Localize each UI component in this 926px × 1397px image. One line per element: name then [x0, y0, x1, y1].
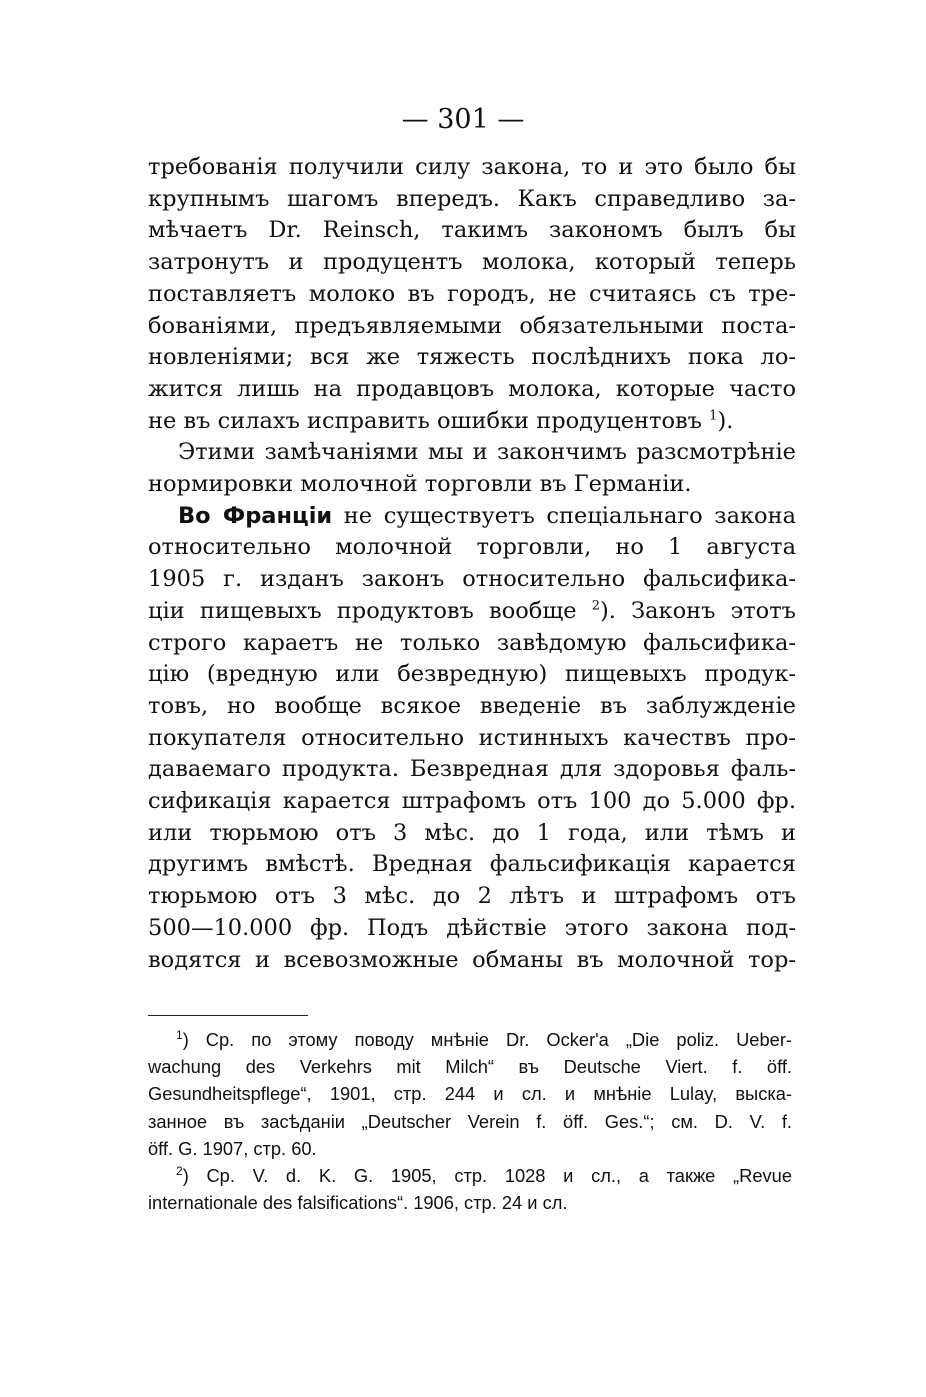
text-line: затронутъ и продуцентъ молока, который теперь: [148, 249, 796, 276]
line-text: ціи пищевыхъ продуктовъ вообще: [148, 597, 592, 624]
footnote-ref-2[interactable]: 2: [591, 598, 601, 614]
text-line: покупателя относительно истинныхъ качествъ про-: [148, 724, 796, 751]
text-line: водятся и всевозможные обманы въ молочной тор-: [148, 946, 796, 973]
text-line: другимъ вмѣстѣ. Вредная фальсификація карается: [148, 851, 796, 878]
paragraph-2: [148, 437, 796, 500]
footnote-ref-1[interactable]: 1: [709, 408, 718, 424]
text-line: [148, 406, 796, 438]
text-line: [148, 596, 796, 628]
footnote-marker: 2: [176, 1163, 183, 1178]
paragraph-1: [148, 152, 796, 437]
text-line: [148, 501, 796, 533]
page-number: — 301 —: [401, 104, 525, 135]
footnote-2: [148, 1162, 792, 1216]
text-line: поставляетъ молоко въ городъ, не считаясь съ тре-: [148, 280, 796, 307]
text-line: Этими замѣчаніями мы и закончимъ разсмотрѣніе: [178, 439, 796, 466]
text-line: 500—10.000 фр. Подъ дѣйствіе этого закона под-: [148, 914, 796, 941]
footnote-line: internationale des falsifications“. 1906, стр. 24 и сл.: [148, 1192, 568, 1214]
footnote-line: [148, 1162, 792, 1189]
bold-heading: Во Франціи: [178, 502, 333, 529]
footnote-1: [148, 1026, 792, 1162]
footnote-line: занное въ засѣданіи „Deutscher Verein f. öff. Ges.“; см. D. V. f.: [148, 1110, 792, 1132]
text-line: мѣчаетъ Dr. Reinsch, такимъ закономъ былъ бы: [148, 217, 796, 244]
text-line: нормировки молочной торговли въ Германіи.: [148, 471, 692, 498]
text-line: относительно молочной торговли, но 1 августа: [148, 534, 796, 561]
footnote-marker: 1: [176, 1027, 183, 1042]
text-line: новленіями; вся же тяжесть послѣднихъ пока ло-: [148, 344, 796, 371]
text-line: крупнымъ шагомъ впередъ. Какъ справедливо за-: [148, 185, 796, 212]
main-text: [148, 152, 796, 976]
text-line: 1905 г. изданъ законъ относительно фальсифика-: [148, 566, 796, 593]
text-line: цію (вредную или безвредную) пищевыхъ продук-: [148, 661, 796, 688]
text-line: жится лишь на продавцовъ молока, которые часто: [148, 375, 796, 402]
line-text: ). Законъ этотъ: [600, 597, 796, 624]
footnote-line: Gesundheitspflege“, 1901, стр. 244 и сл. и мнѣніе Lulay, выска-: [148, 1083, 792, 1105]
footnote-line: [148, 1026, 792, 1053]
footnote-line: öff. G. 1907, стр. 60.: [148, 1137, 317, 1159]
footnotes: [148, 1026, 792, 1216]
text-line: сификація карается штрафомъ отъ 100 до 5.000 фр.: [148, 788, 796, 815]
footnote-line: wachung des Verkehrs mit Milch“ въ Deutsche Viert. f. öff.: [148, 1056, 792, 1078]
line-text: не существуетъ спеціальнаго закона: [332, 502, 797, 529]
text-line: или тюрьмою отъ 3 мѣс. до 1 года, или тѣмъ и: [148, 819, 796, 846]
text-line: строго караетъ не только завѣдомую фальсифика-: [148, 629, 796, 656]
line-text: ) Ср. V. d. K. G. 1905, стр. 1028 и сл., а также „Revue: [182, 1165, 792, 1187]
text-line: бованіями, предъявляемыми обязательными поста-: [148, 312, 796, 339]
line-text: ).: [717, 407, 734, 434]
line-text: не въ силахъ исправить ошибки продуцентовъ: [148, 407, 710, 434]
footnote-divider: [148, 1015, 308, 1016]
text-line: тюрьмою отъ 3 мѣс. до 2 лѣтъ и штрафомъ отъ: [148, 883, 796, 910]
paragraph-3: [148, 501, 796, 977]
line-text: ) Ср. по этому поводу мнѣніе Dr. Ocker'a „Die poliz. Ueber-: [182, 1029, 792, 1050]
text-line: требованія получили силу закона, то и это было бы: [148, 154, 796, 180]
text-line: товъ, но вообще всякое введеніе въ заблужденіе: [148, 692, 796, 719]
text-line: даваемаго продукта. Безвредная для здоровья фаль-: [148, 756, 796, 783]
